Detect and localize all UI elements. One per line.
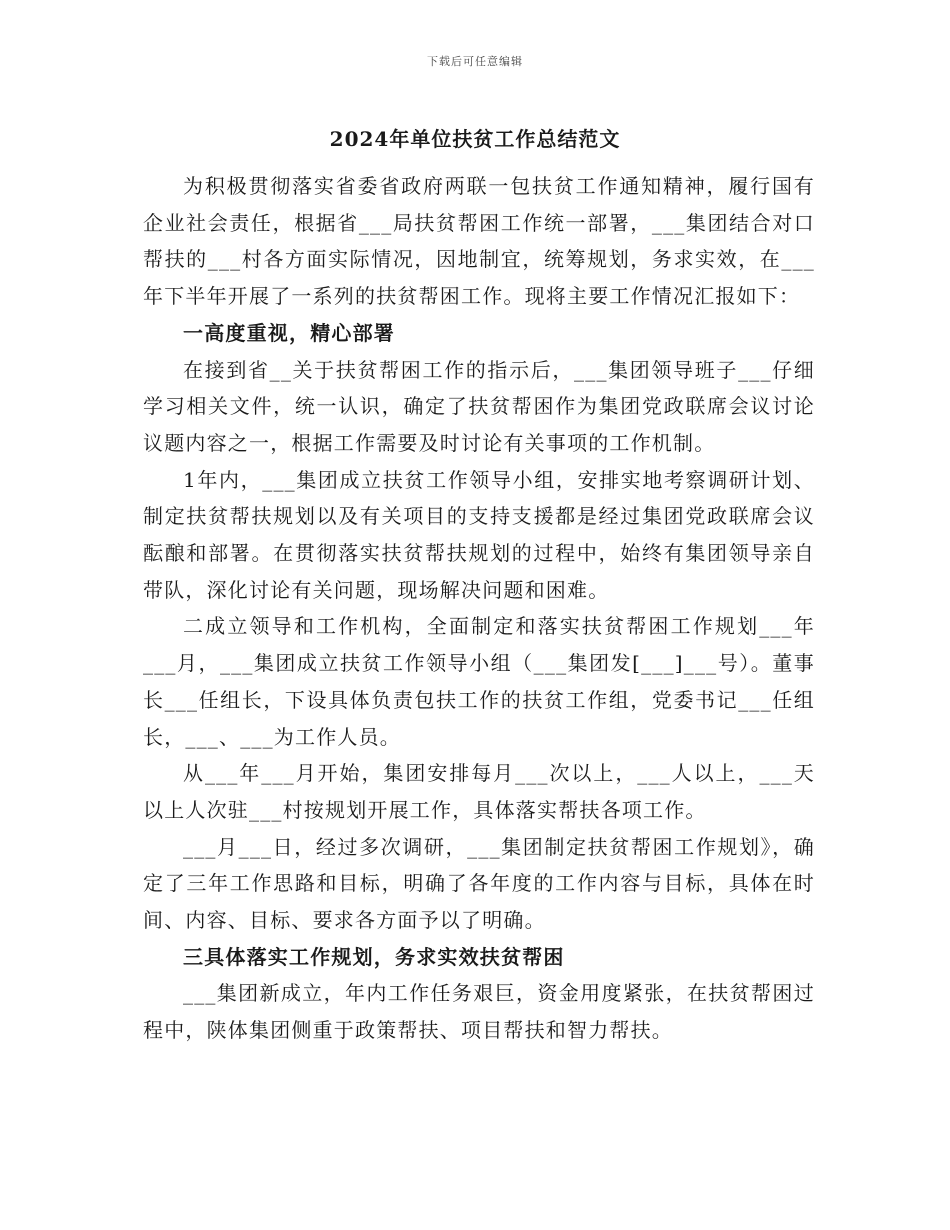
paragraph: 1年内，___集团成立扶贫工作领导小组，安排实地考察调研计划、制定扶贫帮扶规划以及有关项目的支持支援都是经过集团党政联席会议酝酿和部署。在贯彻落实扶贫帮扶规划的过程中，始终有集团领导亲自带队，深化讨论有关问题，现场解决问题和困难。: [143, 467, 815, 602]
paragraph: ___月___日，经过多次调研，___集团制定扶贫帮困工作规划》，确定了三年工作思路和目标，明确了各年度的工作内容与目标，具体在时间、内容、目标、要求各方面予以了明确。: [143, 834, 815, 933]
document-title: 2024年单位扶贫工作总结范文: [329, 127, 621, 151]
paragraph-intro: 为积极贯彻落实省委省政府两联一包扶贫工作通知精神，履行国有企业社会责任，根据省___局扶贫帮困工作统一部署，___集团结合对口帮扶的___村各方面实际情况，因地制宜，统筹规划，务求实效，在___年下半年开展了一系列的扶贫帮困工作。现将主要工作情况汇报如下：: [143, 174, 815, 309]
section-heading-1: 一高度重视，精心部署: [183, 320, 395, 345]
paragraph: 在接到省__关于扶贫帮困工作的指示后，___集团领导班子___仔细学习相关文件，统一认识，确定了扶贫帮困作为集团党政联席会议讨论议题内容之一，根据工作需要及时讨论有关事项的工作机制。: [143, 357, 815, 455]
document-body: [143, 168, 815, 1049]
section-heading-3: 三具体落实工作规划，务求实效扶贫帮困: [183, 944, 565, 969]
paragraph: 二成立领导和工作机构，全面制定和落实扶贫帮困工作规划___年___月，___集团成立扶贫工作领导小组（___集团发[___]___号）。董事长___任组长，下设具体负责包扶工作的扶贫工作组，党委书记___任组长，___、___为工作人员。: [143, 614, 815, 749]
paragraph: 从___年___月开始，集团安排每月___次以上，___人以上，___天以上人次驻___村按规划开展工作，具体落实帮扶各项工作。: [143, 761, 815, 822]
paragraph: ___集团新成立，年内工作任务艰巨，资金用度紧张，在扶贫帮困过程中，陕体集团侧重于政策帮扶、项目帮扶和智力帮扶。: [143, 981, 815, 1043]
header-note: 下载后可任意编辑: [427, 55, 523, 68]
